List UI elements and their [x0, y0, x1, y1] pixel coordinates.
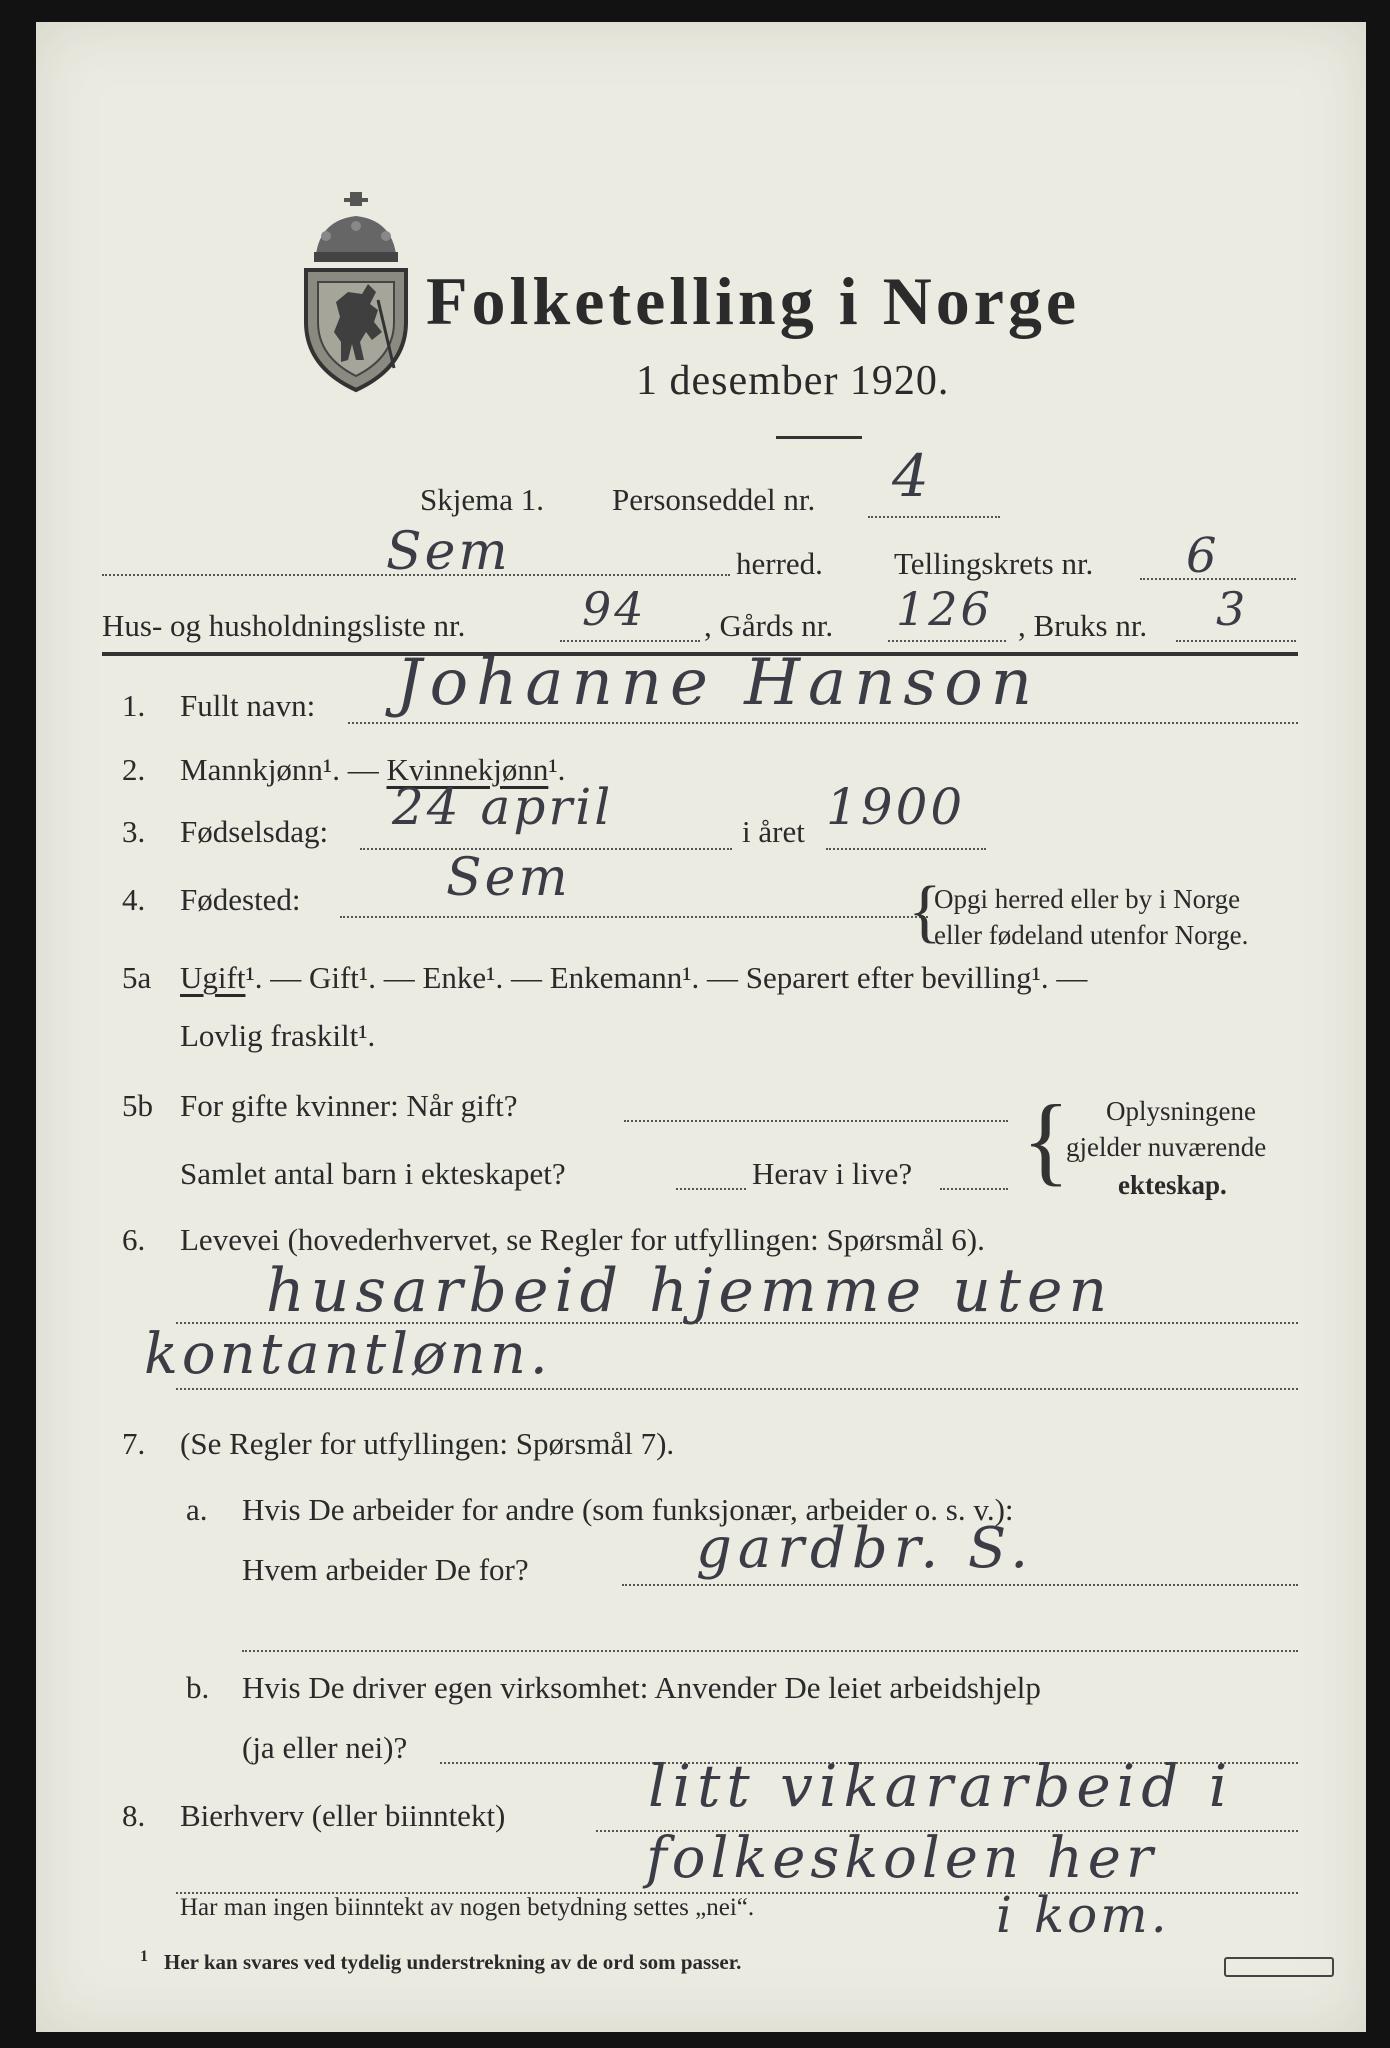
skjema-label: Skjema 1. [420, 482, 544, 517]
q7b-label-line2: (ja eller nei)? [242, 1730, 408, 1765]
q5b-note-line1: Oplysningene [1106, 1096, 1256, 1126]
q5a-other-options[interactable]: ¹. — Gift¹. — Enke¹. — Enkemann¹. — Separert efter bevilling¹. — [245, 960, 1088, 995]
title-divider [776, 436, 862, 439]
personseddel-line [868, 516, 1000, 518]
full-name-value[interactable]: Johanne Hanson [396, 646, 1040, 720]
mannkjonn-option[interactable]: Mannkjønn¹. — [180, 752, 387, 787]
occupation-value-line2[interactable]: kontantlønn. [144, 1322, 552, 1387]
q5b-label-married: For gifte kvinner: Når gift? [180, 1088, 518, 1123]
q1-number: 1. [122, 688, 146, 723]
q1-label: Fullt navn: [180, 688, 316, 723]
side-income-value-line1[interactable]: litt vikararbeid i [648, 1752, 1234, 1820]
q4-brace: { [908, 873, 942, 950]
husholdningsliste-label: Hus- og husholdningsliste nr. [102, 608, 466, 643]
form-subtitle: 1 desember 1920. [636, 358, 950, 404]
q5b-note-line3: ekteskap. [1118, 1170, 1227, 1200]
q5b-brace: { [1022, 1084, 1070, 1195]
q1-line [348, 722, 1298, 724]
q5b-alive-line[interactable] [940, 1188, 1008, 1190]
footnote-marker: 1 [140, 1948, 148, 1965]
personseddel-label: Personseddel nr. [612, 482, 816, 517]
q3-number: 3. [122, 814, 146, 849]
q5a-number: 5a [122, 960, 152, 995]
birth-year-value[interactable]: 1900 [826, 778, 966, 836]
q6-label: Levevei (hovederhvervet, se Regler for utfyllingen: Spørsmål 6). [180, 1222, 985, 1257]
q8-number: 8. [122, 1798, 146, 1833]
q2-footnote-mark: ¹. [548, 752, 566, 787]
tellingskrets-value[interactable]: 6 [1186, 528, 1220, 584]
side-income-value-line3[interactable]: i kom. [996, 1886, 1170, 1944]
norwegian-coat-of-arms-icon [296, 192, 416, 397]
q5b-label-alive: Herav i live? [752, 1156, 913, 1191]
printer-stamp [1224, 1957, 1334, 1977]
bruks-value[interactable]: 3 [1216, 582, 1249, 636]
q3-year-line [826, 848, 986, 850]
q7b-letter: b. [186, 1670, 210, 1705]
bruks-line [1176, 640, 1296, 642]
q3-label: Fødselsdag: [180, 814, 329, 849]
personseddel-value[interactable]: 4 [892, 442, 932, 510]
q4-label: Fødested: [180, 882, 301, 917]
tellingskrets-label: Tellingskrets nr. [894, 546, 1094, 581]
q5b-number: 5b [122, 1088, 153, 1123]
q5b-married-line[interactable] [624, 1120, 1008, 1122]
q4-number: 4. [122, 882, 146, 917]
q5b-children-line[interactable] [676, 1188, 746, 1190]
birthday-value[interactable]: 24 april [392, 778, 614, 836]
birthplace-value[interactable]: Sem [446, 848, 571, 908]
q4-note-line1: Opgi herred eller by i Norge [934, 884, 1241, 914]
husholdningsliste-value[interactable]: 94 [582, 582, 647, 636]
q5a-options [180, 960, 1087, 996]
q4-line [340, 916, 928, 918]
census-form-page [36, 22, 1366, 2032]
bruks-label: , Bruks nr. [1018, 608, 1148, 643]
q7-number: 7. [122, 1426, 146, 1461]
herred-label: herred. [736, 546, 823, 581]
q7b-label-line1: Hvis De driver egen virksomhet: Anvender De leiet arbeidshjelp [242, 1670, 1041, 1705]
q6-line2 [176, 1388, 1298, 1390]
q5a-fraskilt-option[interactable]: Lovlig fraskilt¹. [180, 1018, 376, 1053]
occupation-value-line1[interactable]: husarbeid hjemme uten [266, 1256, 1114, 1326]
gards-value[interactable]: 126 [896, 582, 993, 636]
q7a-label-line1: Hvis De arbeider for andre (som funksjonær, arbeider o. s. v.): [242, 1492, 1014, 1527]
employer-value[interactable]: gardbr. S. [696, 1516, 1035, 1581]
q7a-letter: a. [186, 1492, 208, 1527]
q8-note: Har man ingen biinntekt av nogen betydning settes „nei“. [180, 1894, 755, 1921]
ugift-option[interactable]: Ugift [180, 960, 246, 995]
kvinnekjonn-option[interactable]: Kvinnekjønn [386, 752, 549, 787]
q7a-line2 [242, 1650, 1298, 1652]
q6-number: 6. [122, 1222, 146, 1257]
gards-label: , Gårds nr. [704, 608, 834, 643]
husholdningsliste-line [560, 640, 700, 642]
q7a-line1 [622, 1584, 1298, 1586]
form-title: Folketelling i Norge [426, 263, 1081, 339]
q5b-note-line2: gjelder nuværende [1066, 1132, 1267, 1162]
q5b-label-children: Samlet antal barn i ekteskapet? [180, 1156, 566, 1191]
footnote-text: Her kan svares ved tydelig understrekning av de ord som passer. [164, 1950, 742, 1974]
herred-value[interactable]: Sem [386, 522, 511, 582]
side-income-value-line2[interactable]: folkeskolen her [646, 1826, 1158, 1891]
q2-number: 2. [122, 752, 146, 787]
q7-label: (Se Regler for utfyllingen: Spørsmål 7). [180, 1426, 675, 1461]
q7a-label-line2: Hvem arbeider De for? [242, 1552, 529, 1587]
q3-year-label: i året [742, 814, 805, 849]
gards-line [888, 640, 1006, 642]
q8-label: Bierhverv (eller biinntekt) [180, 1798, 506, 1833]
q4-note-line2: eller fødeland utenfor Norge. [934, 920, 1249, 950]
